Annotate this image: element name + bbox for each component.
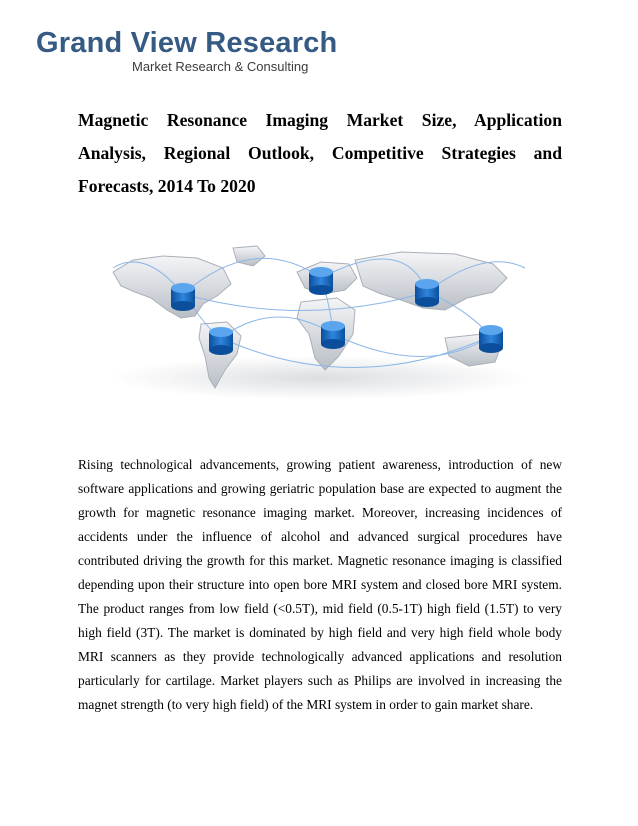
logo-tagline: Market Research & Consulting xyxy=(132,59,309,74)
database-node-icon xyxy=(309,267,333,295)
database-node-icon xyxy=(171,283,195,311)
report-title: Magnetic Resonance Imaging Market Size, Application Analysis, Regional Outlook, Competitive Strategies and Forecasts, 2014 To 2020 xyxy=(78,110,562,196)
database-node-icon xyxy=(479,325,503,353)
world-network-map-image xyxy=(105,238,533,398)
report-description: Rising technological advancements, growing patient awareness, introduction of new software applications and growing geriatric population base are expected to augment the growth for magnetic resonance imaging market. Moreover, increasing incidences of accidents under the influence of alcohol and advanced surgical procedures have contributed driving the growth for this market. Magnetic resonance imaging is classified depending upon their structure into open bore MRI system and closed bore MRI system. The product ranges from low field (<0.5T), mid field (0.5-1T) high field (1.5T) to very high field (3T). The market is dominated by high field and very high field whole body MRI scanners as they provide technologically advanced applications and resolution particularly for cartilage. Market players such as Philips are involved in increasing the magnet strength (to very high field) of the MRI system in order to gain market share. xyxy=(78,457,562,712)
database-node-icon xyxy=(209,327,233,355)
greenland-shape xyxy=(233,246,265,266)
logo-wordmark: Grand View Research xyxy=(36,27,338,59)
database-node-icon xyxy=(415,279,439,307)
database-node-icon xyxy=(321,321,345,349)
company-logo xyxy=(36,26,337,74)
